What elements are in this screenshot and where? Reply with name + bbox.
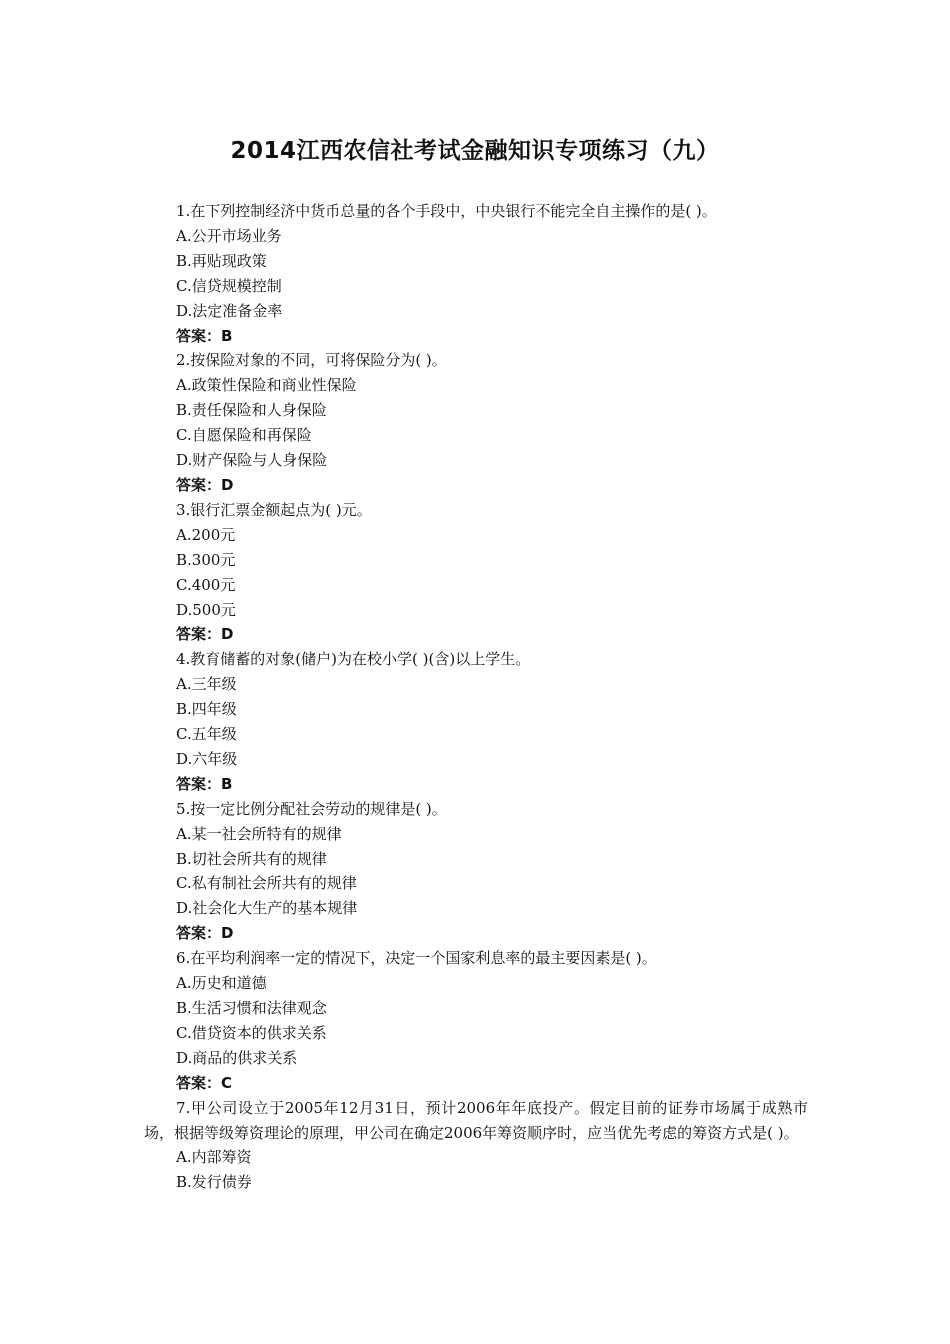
question-stem: 5.按一定比例分配社会劳动的规律是( )。 (176, 799, 447, 818)
question-stem: 6.在平均利润率一定的情况下，决定一个国家利息率的最主要因素是( )。 (176, 949, 657, 968)
option-d: D.商品的供求关系 (176, 1048, 298, 1067)
option-a: A.内部筹资 (176, 1148, 252, 1167)
option-c: C.自愿保险和再保险 (176, 426, 312, 445)
option-c: C.信贷规模控制 (176, 276, 282, 295)
option-a: A.政策性保险和商业性保险 (176, 376, 357, 395)
option-a: A.历史和道德 (176, 974, 267, 993)
question-2 (144, 348, 808, 497)
question-stem: 7.甲公司设立于2005年12月31日，预计2006年年底投产。假定目前的证券市场属于成熟市场，根据等级筹资理论的原理，甲公司在确定2006年筹资顺序时，应当优先考虑的筹资方式是( )。 (144, 1098, 808, 1142)
option-c: C.私有制社会所共有的规律 (176, 874, 357, 893)
option-b: B.发行债券 (176, 1173, 252, 1192)
question-6 (144, 946, 808, 1095)
answer-label: 答案：B (176, 326, 233, 345)
answer-label: 答案：D (176, 924, 234, 943)
option-c: C.400元 (176, 575, 236, 594)
option-b: B.300元 (176, 550, 236, 569)
answer-label: 答案：D (176, 475, 234, 494)
question-5 (144, 797, 808, 946)
option-a: A.公开市场业务 (176, 226, 282, 245)
question-list (144, 199, 808, 1195)
question-stem: 4.教育储蓄的对象(储户)为在校小学( )(含)以上学生。 (176, 650, 531, 669)
option-b: B.责任保险和人身保险 (176, 401, 327, 420)
answer-label: 答案：C (176, 1073, 233, 1092)
answer-label: 答案：D (176, 625, 234, 644)
option-b: B.切社会所共有的规律 (176, 849, 327, 868)
question-1 (144, 199, 808, 348)
option-b: B.四年级 (176, 700, 237, 719)
option-b: B.再贴现政策 (176, 251, 267, 270)
answer-label: 答案：B (176, 774, 233, 793)
option-d: D.财产保险与人身保险 (176, 451, 328, 470)
question-stem: 2.按保险对象的不同，可将保险分为( )。 (176, 351, 447, 370)
option-d: D.社会化大生产的基本规律 (176, 899, 358, 918)
option-d: D.六年级 (176, 749, 238, 768)
document-title: 2014江西农信社考试金融知识专项练习（九） (230, 138, 720, 164)
option-b: B.生活习惯和法律观念 (176, 999, 327, 1017)
question-stem: 1.在下列控制经济中货币总量的各个手段中，中央银行不能完全自主操作的是( )。 (176, 202, 717, 220)
option-c: C.借贷资本的供求关系 (176, 1023, 327, 1042)
question-7 (144, 1096, 808, 1196)
option-c: C.五年级 (176, 725, 237, 744)
question-stem: 3.银行汇票金额起点为( )元。 (176, 500, 372, 519)
option-d: D.500元 (176, 600, 236, 619)
option-a: A.某一社会所特有的规律 (176, 824, 342, 843)
option-d: D.法定准备金率 (176, 301, 283, 320)
option-a: A.三年级 (176, 675, 237, 694)
question-3 (144, 498, 808, 647)
question-4 (144, 647, 808, 796)
option-a: A.200元 (176, 525, 236, 544)
